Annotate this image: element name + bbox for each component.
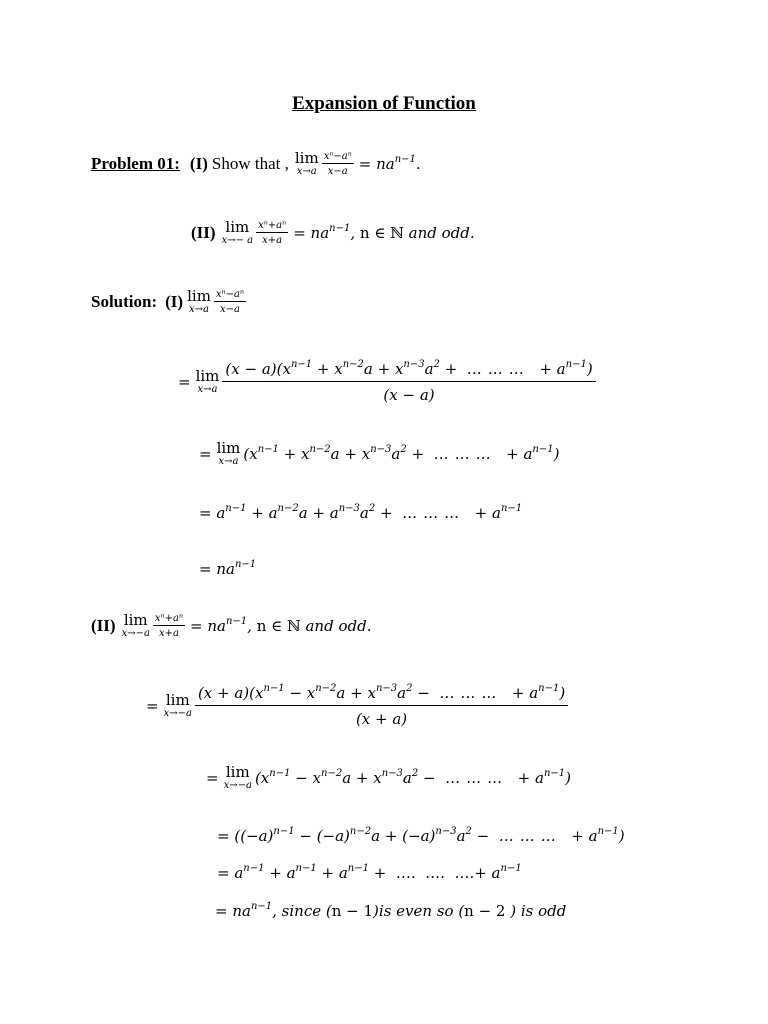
problem-part-i-text: Show that , (211, 154, 289, 173)
result-expression: = $na^{n-1}$. (358, 154, 421, 173)
solution-ii-step-1: = lim x→−a $\frac{(x + a)(x^{n-1} - x^{n-2}a + x^{n-3}a^2 - \dots\dots\dots + a^{n-1})}{(x + a)}$ (146, 684, 568, 728)
solution-ii-step-5: = $na^{n-1}$, since (n − 1)is even so (n − 2 ) is odd (215, 901, 567, 920)
problem-01-line (91, 150, 421, 178)
solution-i-step-1: = lim x→a $\frac{(x - a)(x^{n-1} + x^{n-2}a + x^{n-3}a^2 + \dots\dots\dots + a^{n-1})}{(x - a)}$ (178, 360, 596, 404)
solution-part-ii-line (91, 612, 371, 640)
problem-part-i-label: (I) (189, 154, 208, 173)
page-title: Expansion of Function (292, 93, 476, 114)
problem-part-ii-line (191, 219, 475, 247)
solution-label: Solution: (91, 292, 158, 311)
fraction: $\frac{(x + a)(x^{n-1} - x^{n-2}a + x^{n-3}a^2 - \dots\dots\dots + a^{n-1})}{(x + a)}$ (195, 684, 568, 728)
fraction: $\frac{\text{xⁿ+aⁿ}}{x+a}$ (154, 613, 184, 639)
solution-i-step-4: = $na^{n-1}$ (199, 559, 257, 578)
fraction: $\frac{\text{xⁿ−aⁿ}}{x-a}$ (323, 151, 352, 177)
solution-part-i-label: (I) (165, 292, 184, 311)
limit-operator: lim x→− a (221, 218, 254, 246)
fraction: $\frac{(x - a)(x^{n-1} + x^{n-2}a + x^{n-3}a^2 + \dots\dots\dots + a^{n-1})}{(x - a)}$ (222, 360, 595, 404)
limit-operator: lim x→−a (121, 611, 150, 639)
problem-label: Problem 01: (91, 154, 180, 173)
solution-part-ii-label: (II) (91, 616, 116, 635)
solution-ii-step-2: = lim x→−a ($x^{n-1} - x^{n-2}a + x^{n-3}a^2$ − ……… + $a^{n-1}$) (206, 763, 571, 791)
solution-line (91, 288, 246, 316)
solution-i-step-3: = $a^{n-1} + a^{n-2}a + a^{n-3}a^2$ + ……… + $a^{n-1}$ (199, 503, 523, 522)
solution-i-step-2: = lim x→a ($x^{n-1} + x^{n-2}a + x^{n-3}a^2$ + ……… + $a^{n-1}$) (199, 439, 560, 467)
fraction: $\frac{\text{xⁿ−aⁿ}}{x-a}$ (215, 289, 245, 315)
limit-operator: lim x→−a (223, 763, 252, 791)
limit-operator: lim x→a (195, 367, 220, 395)
result-expression: = $na^{n-1}$, n ∈ ℕ and odd. (293, 223, 475, 242)
limit-operator: lim x→a (187, 287, 211, 315)
problem-part-ii-label: (II) (191, 223, 216, 242)
solution-ii-step-3: = ($(-a)^{n-1} - (-a)^{n-2}a + (-a)^{n-3}a^2$ − ……… + $a^{n-1}$) (217, 826, 625, 845)
fraction: $\frac{\text{xⁿ+aⁿ}}{x+a}$ (258, 220, 287, 246)
limit-operator: lim x→−a (163, 691, 192, 719)
limit-operator: lim x→a (294, 149, 319, 177)
solution-ii-step-4: = $a^{n-1} + a^{n-1} + a^{n-1}$ + …. …. ….+ $a^{n-1}$ (217, 863, 522, 882)
result-expression: = $na^{n-1}$, n ∈ ℕ and odd. (190, 616, 372, 635)
limit-operator: lim x→a (216, 439, 241, 467)
